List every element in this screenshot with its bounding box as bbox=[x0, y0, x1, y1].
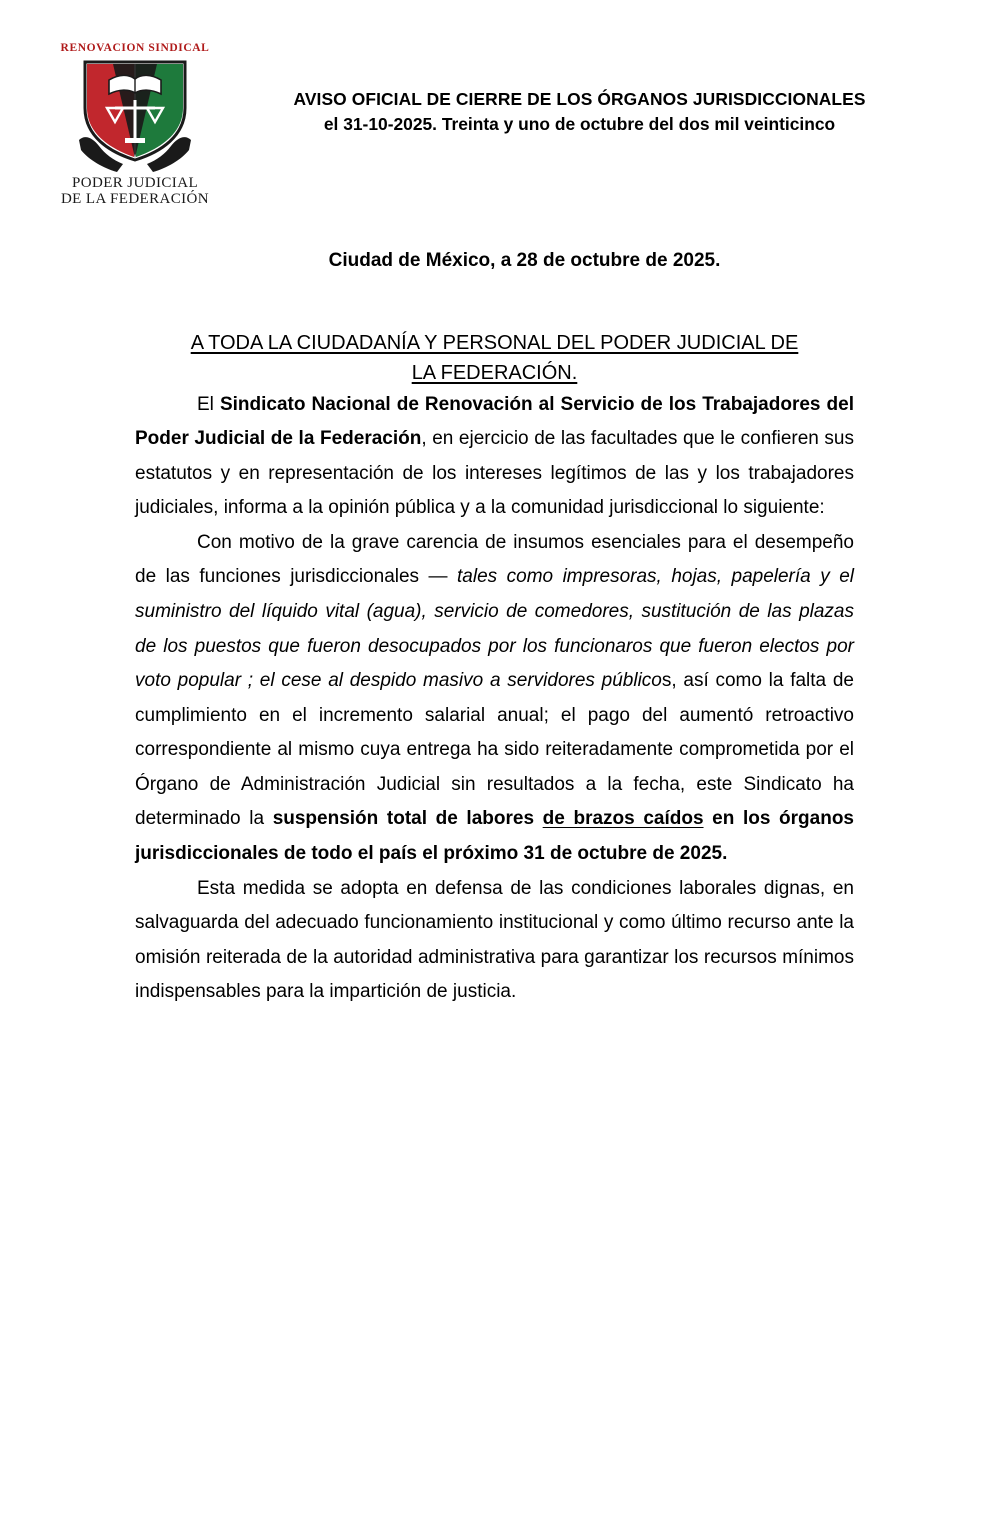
document-body bbox=[0, 328, 989, 1010]
strike-declaration-bold: suspensión total de labores bbox=[272, 808, 543, 830]
paragraph-1-lead: El bbox=[197, 393, 220, 415]
paragraph-1-rest: , en ejercicio de las facultades que le confieren sus estatutos y en representación de los intereses legítimos de las y los trabajadores judiciales, informa a la opinión pública y a la comunidad jurisdiccional lo siguiente: bbox=[135, 428, 855, 519]
addressee-line-2: LA FEDERACIÓN. bbox=[411, 361, 578, 384]
logo-top-text: RENOVACION SINDICAL bbox=[60, 42, 210, 54]
paragraph-2-part-1: Con motivo de la grave carencia de insumos esenciales para el desempeño de las funciones jurisdiccionales — bbox=[135, 531, 854, 588]
paragraph-1 bbox=[135, 388, 854, 526]
paragraph-2-part-2: s, así como la falta de cumplimiento en el incremento salarial anual; el pago del aumentó retroactivo correspondiente al mismo cuya entrega ha sido reiteradamente comprometida por el Órgano de Administración Judicial sin resultados a la fecha, este Sindicato ha determinado la bbox=[135, 670, 854, 830]
addressee-line-1: A TODA LA CIUDADANÍA Y PERSONAL DEL PODER JUDICIAL DE bbox=[190, 331, 799, 354]
paragraph-2 bbox=[135, 526, 854, 872]
shield-icon bbox=[65, 56, 205, 174]
logo-bottom-line1: PODER JUDICIAL bbox=[71, 175, 199, 191]
paragraph-2-end: . bbox=[722, 843, 728, 865]
addressee-heading bbox=[135, 328, 854, 388]
crest-emblem bbox=[65, 56, 205, 174]
document-header bbox=[0, 0, 989, 208]
document-title-line-1: AVISO OFICIAL DE CIERRE DE LOS ÓRGANOS JURISDICCIONALES bbox=[293, 89, 866, 109]
logo-bottom-line2: DE LA FEDERACIÓN bbox=[60, 190, 210, 207]
document-title-block bbox=[230, 42, 929, 138]
union-name: Sindicato Nacional de Renovación al Servicio de los Trabajadores del Poder Judicial de la Federación bbox=[135, 393, 854, 450]
city-and-date: Ciudad de México, a 28 de octubre de 2025. bbox=[328, 249, 721, 271]
logo-bottom-text bbox=[40, 176, 230, 208]
organization-logo bbox=[40, 42, 230, 208]
strike-declaration-bold-2: en los órganos jurisdiccionales de todo el país el próximo 31 de octubre de 2025 bbox=[135, 808, 855, 865]
paragraph-2-italic: tales como impresoras, hojas, papelería y el suministro del líquido vital (agua), servicio de comedores, sustitución de las plazas de los puestos que fueron desocupados por los funcionaros que fueron electos por voto popular ; el cese al despido masivo a servidores público bbox=[135, 566, 854, 692]
paragraph-3: Esta medida se adopta en defensa de las condiciones laborales dignas, en salvaguarda del adecuado funcionamiento institucional y como último recurso ante la omisión reiterada de la autoridad administrativa para garantizar los recursos mínimos indispensables para la impartición de justicia. bbox=[135, 877, 854, 1003]
document-title-line-2: el 31-10-2025. Treinta y uno de octubre del dos mil veinticinco bbox=[323, 114, 836, 135]
strike-declaration-underlined: de brazos caídos bbox=[542, 808, 704, 830]
